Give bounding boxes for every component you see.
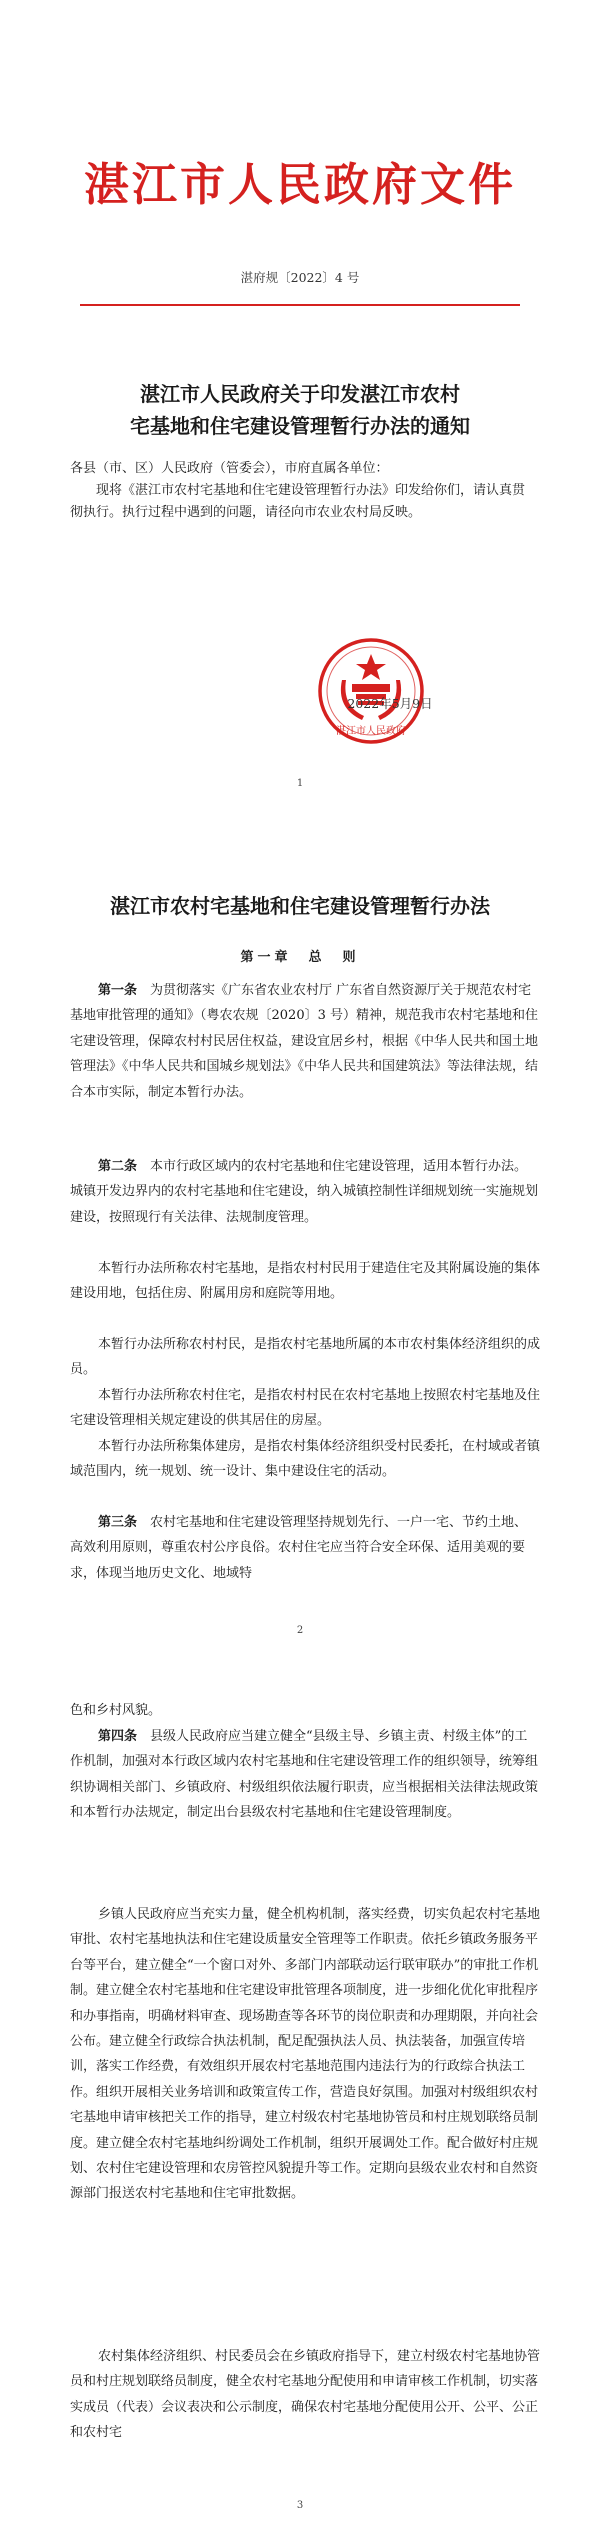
page-number: 1 <box>296 778 304 789</box>
chapter-heading: 第一章 总 则 <box>240 950 360 965</box>
continuation-text: 色和乡村风貌。 <box>70 1703 162 1718</box>
notice-body: 现将《湛江市农村宅基地和住宅建设管理暂行办法》印发给你们，请认真贯彻执行。执行过程中遇到的问题，请径向市农业农村局反映。 <box>70 483 526 520</box>
issue-date: 2022年5月9日 <box>347 696 433 711</box>
paragraph-house: 本暂行办法所称农村住宅，是指农村村民在农村宅基地上按照农村宅基地及住宅建设管理相关规定建设的供其居住的房屋。 <box>70 1388 541 1429</box>
seal-text: 湛江市人民政府 <box>336 726 406 737</box>
page-3 <box>0 1658 600 2544</box>
document-header: 湛江市人民政府文件 <box>83 158 516 211</box>
document-number: 湛府规〔2022〕4 号 <box>240 270 360 285</box>
article-2-text: 本市行政区域内的农村宅基地和住宅建设管理，适用本暂行办法。城镇开发边界内的农村宅基地和住宅建设，纳入城镇控制性详细规划统一实施规划建设，按照现行有关法律、法规制度管理。 <box>70 1159 539 1225</box>
page-number: 2 <box>296 1625 304 1636</box>
article-4-label: 第四条 <box>98 1729 138 1744</box>
article-3-text: 农村宅基地和住宅建设管理坚持规划先行、一户一宅、节约土地、高效利用原则，尊重农村公序良俗。农村住宅应当符合安全环保、适用美观的要求，体现当地历史文化、地域特 <box>70 1515 528 1581</box>
page-number: 3 <box>296 2500 304 2511</box>
article-2-label: 第二条 <box>98 1159 138 1174</box>
paragraph-villager: 本暂行办法所称农村村民，是指农村宅基地所属的本市农村集体经济组织的成员。 <box>70 1337 541 1378</box>
article-2 <box>70 1154 540 1230</box>
article-1 <box>70 978 540 1105</box>
article-3 <box>70 1510 540 1586</box>
article-4-text: 县级人民政府应当建立健全“县级主导、乡镇主责、村级主体”的工作机制，加强对本行政区域内农村宅基地和住宅建设管理工作的组织领导，统筹组织协调相关部门、乡镇政府、村级组织依法履行职责，应当根据相关法律法规政策和本暂行办法规定，制定出台县级农村宅基地和住宅建设管理制度。 <box>70 1729 539 1821</box>
paragraph-homestead: 本暂行办法所称农村宅基地，是指农村村民用于建造住宅及其附属设施的集体建设用地，包括住房、附属用房和庭院等用地。 <box>70 1261 541 1302</box>
paragraph-collective: 本暂行办法所称集体建房，是指农村集体经济组织受村民委托，在村域或者镇域范围内，统一规划、统一设计、集中建设住宅的活动。 <box>70 1439 541 1480</box>
header-divider <box>80 304 520 306</box>
article-1-text: 为贯彻落实《广东省农业农村厅 广东省自然资源厅关于规范农村宅基地审批管理的通知》（粤农农规〔2020〕3 号）精神，规范我市农村宅基地和住宅建设管理，保障农村村民居住权益，建设宜居乡村，根据《中华人民共和国土地管理法》《中华人民共和国城乡规划法》《中华人民共和国建筑法》等法律法规，结合本市实际，制定本暂行办法。 <box>70 983 539 1100</box>
article-4 <box>70 1724 540 1826</box>
article-1-label: 第一条 <box>98 983 138 998</box>
notice-title <box>0 378 600 442</box>
notice-title-line-1: 湛江市人民政府关于印发湛江市农村 <box>140 382 460 406</box>
page-1 <box>0 0 600 820</box>
salutation: 各县（市、区）人民政府（管委会），市府直属各单位： <box>70 461 389 476</box>
official-seal <box>316 636 426 746</box>
notice-title-line-2: 宅基地和住宅建设管理暂行办法的通知 <box>130 414 470 438</box>
page-2 <box>0 820 600 1658</box>
paragraph-township: 乡镇人民政府应当充实力量，健全机构机制，落实经费，切实负起农村宅基地审批、农村宅基地执法和住宅建设质量安全管理等工作职责。依托乡镇政务服务平台等平台，建立健全“一个窗口对外、多部门内部联动运行联审联办”的审批工作机制。建立健全农村宅基地和住宅建设审批管理各项制度，进一步细化优化审批程序和办事指南，明确材料审查、现场勘查等各环节的岗位职责和办理期限，并向社会公布。建立健全行政综合执法机制，配足配强执法人员、执法装备，加强宣传培训，落实工作经费，有效组织开展农村宅基地范围内违法行为的行政综合执法工作。组织开展相关业务培训和政策宣传工作，营造良好氛围。加强对村级组织农村宅基地申请审核把关工作的指导，建立村级农村宅基地协管员和村庄规划联络员制度。建立健全农村宅基地纠纷调处工作机制，组织开展调处工作。配合做好村庄规划、农村住宅建设管理和农房管控风貌提升等工作。定期向县级农业农村和自然资源部门报送农村宅基地和住宅审批数据。 <box>70 1907 541 2202</box>
paragraph-collective-org: 农村集体经济组织、村民委员会在乡镇政府指导下，建立村级农村宅基地协管员和村庄规划联络员制度，健全农村宅基地分配使用和申请审核工作机制，切实落实成员（代表）会议表决和公示制度，确保农村宅基地分配使用公开、公平、公正和农村宅 <box>70 2349 541 2441</box>
article-3-label: 第三条 <box>98 1515 138 1530</box>
regulation-title: 湛江市农村宅基地和住宅建设管理暂行办法 <box>110 894 490 918</box>
